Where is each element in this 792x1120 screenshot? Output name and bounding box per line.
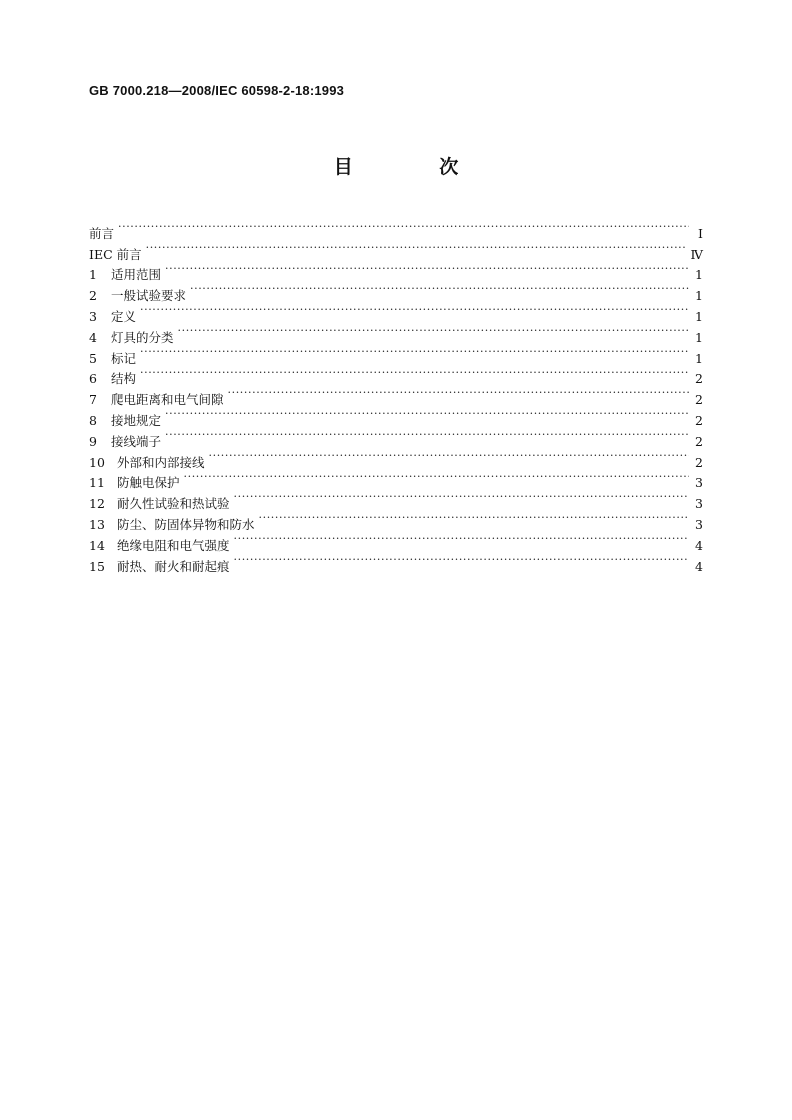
- toc-entry-page: 3: [695, 516, 703, 532]
- toc-entry-4[interactable]: [89, 321, 703, 345]
- toc-leader-dots: [178, 321, 689, 342]
- toc-entry-label: 结构: [111, 371, 137, 387]
- toc-entry-page: 1: [695, 308, 703, 324]
- toc-entry-number: 4: [89, 329, 97, 345]
- toc-leader-dots: [190, 279, 689, 300]
- toc-leader-dots: [259, 508, 689, 529]
- toc-entry-9[interactable]: [89, 425, 703, 449]
- toc-leader-dots: [165, 404, 689, 425]
- toc-leader-dots: [165, 259, 689, 280]
- toc-leader-dots: [228, 383, 689, 404]
- toc-leader-dots: [140, 342, 689, 363]
- toc-entry-10[interactable]: [89, 446, 703, 470]
- toc-entry-number: 5: [89, 350, 97, 366]
- toc-entry-label: 适用范围: [111, 267, 162, 283]
- toc-leader-dots: [140, 300, 689, 321]
- toc-entry-page: 1: [695, 350, 703, 366]
- toc-leader-dots: [146, 238, 687, 259]
- toc-entry-8[interactable]: [89, 404, 703, 428]
- toc-leader-dots: [209, 446, 689, 467]
- toc-entry-page: 1: [695, 288, 703, 304]
- toc-leader-dots: [165, 425, 689, 446]
- toc-entry-1[interactable]: [89, 259, 703, 283]
- toc-entry-5[interactable]: [89, 342, 703, 366]
- toc-entry-page: Ⅰ: [698, 225, 703, 241]
- toc-entry-label: 接线端子: [111, 433, 162, 449]
- standard-code-header: GB 7000.218—2008/IEC 60598-2-18:1993: [89, 83, 345, 98]
- toc-entry-number: 11: [89, 475, 105, 491]
- toc-entry-3[interactable]: [89, 300, 703, 324]
- toc-entry-page: 2: [695, 454, 703, 470]
- toc-entry-page: 1: [695, 329, 703, 345]
- toc-entry-label: 灯具的分类: [111, 329, 174, 345]
- toc-entry-number: 9: [89, 433, 97, 449]
- table-of-contents: [89, 217, 703, 574]
- toc-entry-page: 1: [695, 267, 703, 283]
- toc-leader-dots: [234, 529, 689, 550]
- toc-leader-dots: [140, 363, 689, 384]
- toc-entry-foreword[interactable]: [89, 217, 703, 241]
- toc-entry-7[interactable]: [89, 383, 703, 408]
- toc-entry-label: 外部和内部接线: [117, 454, 205, 470]
- toc-entry-label: IEC 前言: [89, 246, 142, 262]
- toc-entry-page: 2: [695, 371, 703, 387]
- toc-entry-page: 2: [695, 392, 703, 408]
- toc-entry-page: 2: [695, 412, 703, 428]
- toc-entry-number: 6: [89, 371, 97, 387]
- toc-entry-6[interactable]: [89, 363, 703, 387]
- toc-entry-number: 7: [89, 392, 97, 408]
- toc-entry-number: 14: [89, 537, 105, 553]
- toc-entry-label: 防触电保护: [117, 475, 180, 491]
- toc-entry-label: 爬电距离和电气间隙: [111, 392, 224, 408]
- toc-entry-number: 8: [89, 412, 97, 428]
- toc-entry-number: 15: [89, 558, 105, 574]
- toc-entry-label: 定义: [111, 308, 137, 324]
- toc-entry-iec-foreword[interactable]: [89, 238, 703, 262]
- toc-entry-label: 前言: [89, 225, 115, 241]
- toc-entry-label: 耐久性试验和热试验: [117, 496, 230, 512]
- toc-entry-page: 4: [695, 537, 703, 553]
- toc-entry-page: 2: [695, 433, 703, 449]
- toc-entry-label: 接地规定: [111, 412, 162, 428]
- toc-entry-number: 13: [89, 516, 105, 532]
- toc-leader-dots: [234, 487, 689, 508]
- toc-leader-dots: [184, 467, 689, 488]
- page-title: 目 次: [333, 156, 499, 178]
- toc-entry-label: 绝缘电阻和电气强度: [117, 537, 230, 553]
- toc-entry-page: Ⅳ: [690, 246, 703, 262]
- toc-entry-number: 3: [89, 308, 97, 324]
- toc-entry-page: 3: [695, 496, 703, 512]
- toc-entry-number: 10: [89, 454, 105, 470]
- toc-entry-number: 2: [89, 288, 97, 304]
- toc-entry-label: 标记: [111, 350, 137, 366]
- toc-entry-number: 1: [89, 267, 97, 283]
- toc-entry-label: 防尘、防固体异物和防水: [117, 516, 255, 532]
- toc-entry-2[interactable]: [89, 279, 703, 304]
- toc-entry-number: 12: [89, 496, 105, 512]
- toc-entry-label: 一般试验要求: [111, 288, 187, 304]
- toc-entry-page: 4: [695, 558, 703, 574]
- toc-entry-page: 3: [695, 475, 703, 491]
- toc-leader-dots: [234, 550, 689, 571]
- toc-leader-dots: [118, 217, 689, 238]
- toc-entry-label: 耐热、耐火和耐起痕: [117, 558, 230, 574]
